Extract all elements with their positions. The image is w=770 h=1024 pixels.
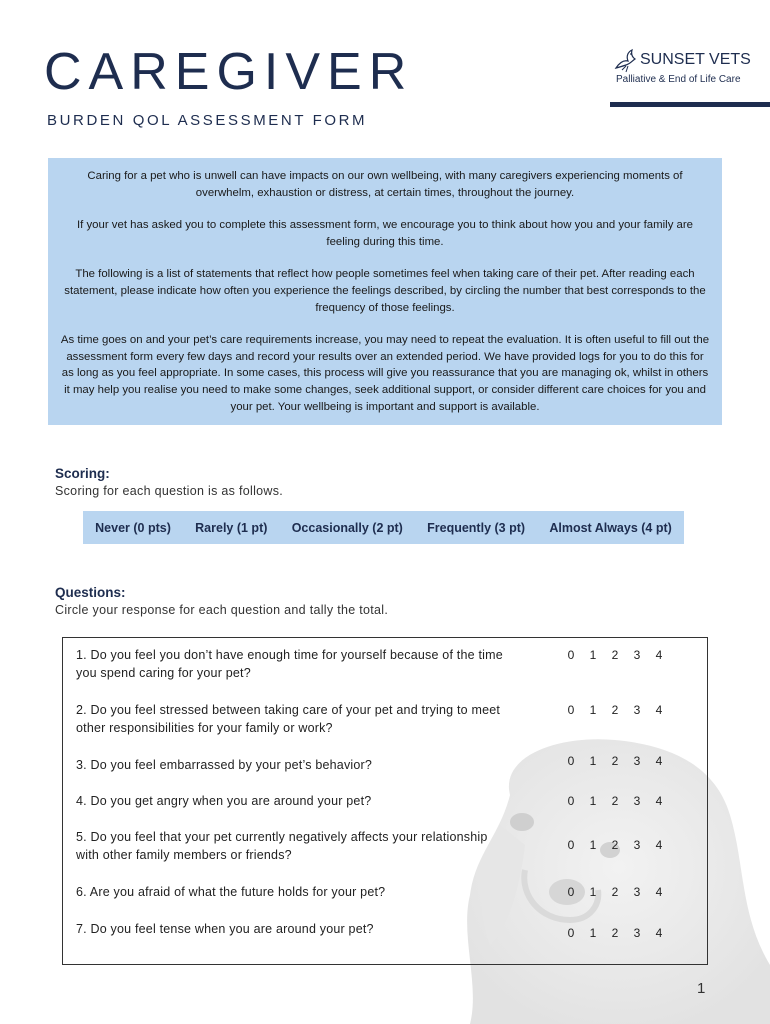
question-7: 7. Do you feel tense when you are around your pet? [76,922,374,936]
question-7-options [560,926,670,940]
option-0[interactable]: 0 [567,754,575,768]
question-5-options [560,838,670,852]
option-1[interactable]: 1 [589,703,597,717]
page-subtitle: BURDEN QOL ASSESSMENT FORM [47,112,368,129]
option-1[interactable]: 1 [589,838,597,852]
option-4[interactable]: 4 [655,703,663,717]
intro-panel [48,158,722,425]
option-0[interactable]: 0 [567,926,575,940]
option-4[interactable]: 4 [655,754,663,768]
score-level-occasionally: Occasionally (2 pt) [291,520,403,535]
option-1[interactable]: 1 [589,648,597,662]
option-0[interactable]: 0 [567,648,575,662]
option-3[interactable]: 3 [633,648,641,662]
option-2[interactable]: 2 [611,794,619,808]
option-1[interactable]: 1 [589,885,597,899]
option-1[interactable]: 1 [589,754,597,768]
page-title: CAREGIVER [44,43,414,101]
option-1[interactable]: 1 [589,926,597,940]
option-3[interactable]: 3 [633,926,641,940]
scoring-scale [83,511,684,544]
option-4[interactable]: 4 [655,648,663,662]
page-number: 1 [697,980,706,997]
question-6-options [560,885,670,899]
option-0[interactable]: 0 [567,794,575,808]
option-0[interactable]: 0 [567,885,575,899]
score-level-never: Never (0 pts) [95,520,171,535]
option-3[interactable]: 3 [633,794,641,808]
scoring-text: Scoring for each question is as follows. [55,484,284,498]
option-2[interactable]: 2 [611,648,619,662]
option-4[interactable]: 4 [655,926,663,940]
bird-logo-icon [612,46,640,76]
question-3: 3. Do you feel embarrassed by your pet’s behavior? [76,758,373,772]
score-level-frequently: Frequently (3 pt) [427,520,526,535]
option-4[interactable]: 4 [655,838,663,852]
option-0[interactable]: 0 [567,703,575,717]
question-4-options [560,794,670,808]
question-3-options [560,754,670,768]
option-2[interactable]: 2 [611,838,619,852]
option-2[interactable]: 2 [611,885,619,899]
question-1-options [560,648,670,662]
option-1[interactable]: 1 [589,794,597,808]
intro-paragraph: If your vet has asked you to complete this assessment form, we encourage you to think about how you and your family are feeling during this time. [76,219,694,248]
option-2[interactable]: 2 [611,754,619,768]
question-2: 2. Do you feel stressed between taking care of your pet and trying to meet other responsibilities for your family or work? [76,703,501,735]
sunset-vets-logo [612,46,762,96]
scoring-heading: Scoring: [55,466,110,481]
questions-heading: Questions: [55,585,126,600]
header-rule [610,102,770,107]
intro-paragraph: The following is a list of statements that reflect how people sometimes feel when taking care of their pet. After reading each statement, please indicate how often you experience the feelings described, by circling the number that best corresponds to the frequency of those feelings. [64,268,706,314]
option-3[interactable]: 3 [633,838,641,852]
option-3[interactable]: 3 [633,754,641,768]
logo-name: SUNSET VETS [640,51,751,68]
questions-text: Circle your response for each question and tally the total. [55,603,389,617]
option-0[interactable]: 0 [567,838,575,852]
option-2[interactable]: 2 [611,703,619,717]
score-level-rarely: Rarely (1 pt) [195,520,268,535]
option-3[interactable]: 3 [633,885,641,899]
logo-tagline: Palliative & End of Life Care [616,74,741,85]
question-1: 1. Do you feel you don’t have enough time for yourself because of the time you spend caring for your pet? [76,648,503,680]
option-3[interactable]: 3 [633,703,641,717]
score-level-almost-always: Almost Always (4 pt) [549,520,672,535]
question-4: 4. Do you get angry when you are around your pet? [76,794,372,808]
option-2[interactable]: 2 [611,926,619,940]
question-5: 5. Do you feel that your pet currently negatively affects your relationship with other family members or friends? [76,830,488,862]
option-4[interactable]: 4 [655,885,663,899]
question-6: 6. Are you afraid of what the future holds for your pet? [76,885,386,899]
option-4[interactable]: 4 [655,794,663,808]
intro-paragraph: Caring for a pet who is unwell can have impacts on our own wellbeing, with many caregivers experiencing moments of overwhelm, exhaustion or distress, at certain times, throughout the journey. [87,170,683,199]
question-2-options [560,703,670,717]
intro-paragraph: As time goes on and your pet’s care requirements increase, you may need to repeat the evaluation. It is often useful to fill out the assessment form every few days and record your results over an extended period. We have provided logs for you to do this for as long as you feel appropriate. In some cases, this process will give you reassurance that you are managing ok, whilst in others it may help you realise you need to make some changes, seek additional support, or consider different care choices for you and your pet. Your wellbeing is important and support is available. [60,334,710,413]
